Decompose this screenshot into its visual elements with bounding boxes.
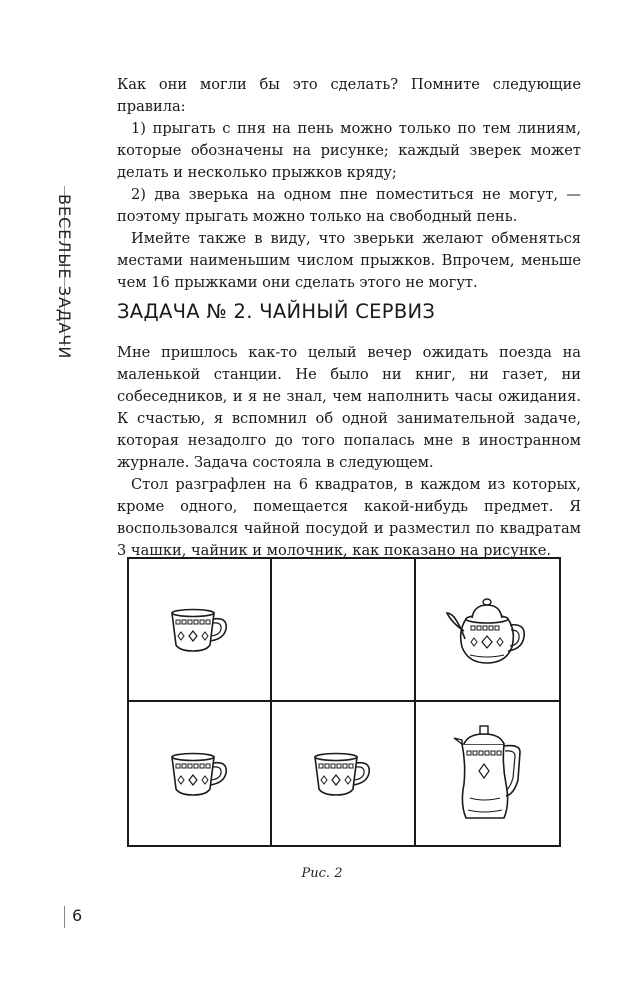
cup-icon bbox=[309, 749, 377, 799]
intro-paragraph: Как они могли бы это сделать? Помните следующие правила: bbox=[117, 76, 581, 115]
intro-text bbox=[117, 74, 581, 294]
milk-jug-icon bbox=[448, 724, 526, 824]
grid-cell bbox=[416, 559, 559, 702]
grid-cell bbox=[272, 702, 415, 845]
section-paragraph: Мне пришлось как-то целый вечер ожидать поезда на маленькой станции. Не было ни книг, ни газет, ни собеседников, и я не знал, чем наполнить часы ожидания. К счастью, я вспомнил об одной занимательной задаче, которая незадолго до того попалась мне в иностранном журнале. Задача состояла в следующем. bbox=[117, 344, 581, 471]
intro-paragraph: 2) два зверька на одном пне поместиться не могут, — поэтому прыгать можно только на свободный пень. bbox=[117, 186, 581, 225]
running-title: ВЕСЕЛЫЕ ЗАДАЧИ bbox=[55, 194, 74, 360]
section-text bbox=[117, 342, 581, 562]
page-number-rule bbox=[64, 906, 65, 928]
grid-cell-empty bbox=[272, 559, 415, 702]
figure-caption: Рис. 2 bbox=[301, 866, 343, 881]
grid-cell bbox=[129, 559, 272, 702]
cup-icon bbox=[166, 605, 234, 655]
section-heading: ЗАДАЧА № 2. ЧАЙНЫЙ СЕРВИЗ bbox=[117, 300, 436, 323]
page-number: 6 bbox=[72, 906, 83, 925]
grid-cell bbox=[416, 702, 559, 845]
intro-paragraph: Имейте также в виду, что зверьки желают обменяться местами наименьшим числом прыжков. Впрочем, меньше чем 16 прыжками они сделать этого не могут. bbox=[117, 230, 581, 291]
grid-cell bbox=[129, 702, 272, 845]
cup-icon bbox=[166, 749, 234, 799]
section-paragraph: Стол разграфлен на 6 квадратов, в каждом из которых, кроме одного, помещается какой-нибудь предмет. Я воспользовался чайной посудой и разместил по квадратам 3 чашки, чайник и молочник, как показано на рисунке. bbox=[117, 476, 581, 559]
teapot-icon bbox=[444, 591, 530, 669]
intro-paragraph: 1) прыгать с пня на пень можно только по тем линиям, которые обозначены на рисунке; каждый зверек может делать и несколько прыжков кряду; bbox=[117, 120, 581, 181]
tea-set-figure bbox=[127, 557, 561, 847]
